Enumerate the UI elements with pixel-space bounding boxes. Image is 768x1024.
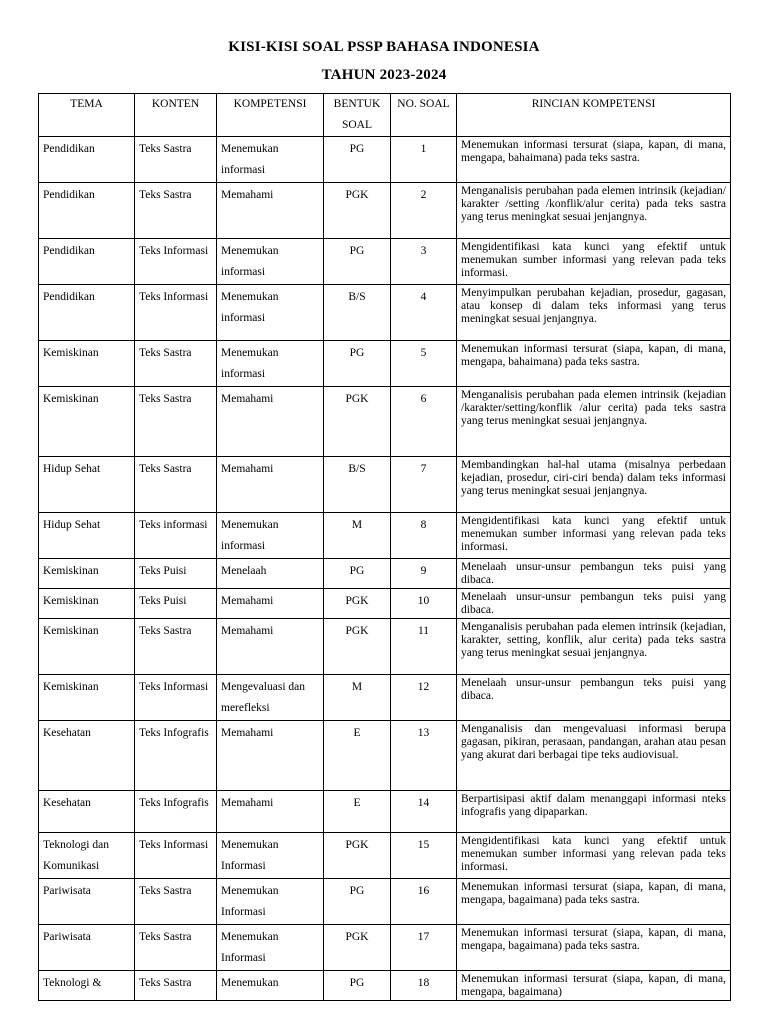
cell-konten: Teks Puisi [135,589,217,619]
cell-bentuk-soal: PGK [324,589,391,619]
cell-kompetensi: Memahami [217,457,324,513]
document-subtitle-year: TAHUN 2023-2024 [321,67,447,83]
cell-no-soal: 5 [391,341,457,387]
cell-konten: Teks Sastra [135,183,217,239]
table-row [39,513,731,559]
header-tema: TEMA [39,94,135,137]
table-row [39,925,731,971]
cell-rincian-kompetensi: Menyimpulkan perubahan kejadian, prosedur, gagasan, atau konsep di dalam teks informasi yang terus meningkat sesuai jenjangnya. [457,285,731,341]
cell-bentuk-soal: PGK [324,833,391,879]
cell-kompetensi: Memahami [217,791,324,833]
table-row [39,589,731,619]
table-body [39,137,731,1001]
cell-kompetensi: Menemukan [217,971,324,1001]
cell-bentuk-soal: E [324,721,391,791]
table-row [39,619,731,675]
table-row [39,559,731,589]
cell-bentuk-soal: PG [324,239,391,285]
cell-rincian-kompetensi: Mengidentifikasi kata kunci yang efektif untuk menemukan sumber informasi yang relevan pada teks informasi. [457,833,731,879]
cell-tema: Kesehatan [39,791,135,833]
cell-rincian-kompetensi: Menganalisis perubahan pada elemen intrinsik (kejadian/ karakter /setting /konflik/alur cerita) pada teks sastra yang terus meningkat sesuai jenjangnya. [457,183,731,239]
cell-tema: Kemiskinan [39,619,135,675]
cell-konten: Teks Informasi [135,239,217,285]
cell-bentuk-soal: E [324,791,391,833]
cell-konten: Teks Sastra [135,619,217,675]
cell-konten: Teks Sastra [135,925,217,971]
cell-no-soal: 3 [391,239,457,285]
cell-kompetensi: Menemukan informasi [217,341,324,387]
cell-tema: Pariwisata [39,925,135,971]
table-row [39,137,731,183]
cell-rincian-kompetensi: Menelaah unsur-unsur pembangun teks puisi yang dibaca. [457,559,731,589]
cell-konten: Teks informasi [135,513,217,559]
cell-konten: Teks Sastra [135,387,217,457]
cell-konten: Teks Sastra [135,137,217,183]
cell-no-soal: 6 [391,387,457,457]
cell-tema: Pendidikan [39,285,135,341]
table-row [39,387,731,457]
cell-no-soal: 14 [391,791,457,833]
document-title: KISI-KISI SOAL PSSP BAHASA INDONESIA [228,39,540,55]
kisi-kisi-table [38,93,731,1001]
cell-konten: Teks Informasi [135,285,217,341]
cell-kompetensi: Menemukan Informasi [217,833,324,879]
cell-rincian-kompetensi: Menelaah unsur-unsur pembangun teks puisi yang dibaca. [457,675,731,721]
cell-rincian-kompetensi: Membandingkan hal-hal utama (misalnya perbedaan kejadian, prosedur, ciri-ciri benda) dalam teks informasi yang terus meningkat sesuai jenjangnya. [457,457,731,513]
cell-tema: Kemiskinan [39,341,135,387]
cell-rincian-kompetensi: Menemukan informasi tersurat (siapa, kapan, di mana, mengapa, bagaimana) pada teks sastra. [457,925,731,971]
cell-konten: Teks Infografis [135,721,217,791]
cell-no-soal: 16 [391,879,457,925]
cell-bentuk-soal: M [324,675,391,721]
cell-kompetensi: Menemukan informasi [217,239,324,285]
table-row [39,457,731,513]
cell-rincian-kompetensi: Menemukan informasi tersurat (siapa, kapan, di mana, mengapa, bagaimana) [457,971,731,1001]
cell-kompetensi: Memahami [217,183,324,239]
cell-rincian-kompetensi: Menelaah unsur-unsur pembangun teks puisi yang dibaca. [457,589,731,619]
header-konten: KONTEN [135,94,217,137]
cell-no-soal: 15 [391,833,457,879]
cell-kompetensi: Menemukan Informasi [217,879,324,925]
cell-tema: Teknologi & [39,971,135,1001]
cell-rincian-kompetensi: Menemukan informasi tersurat (siapa, kapan, di mana, mengapa, bagaimana) pada teks sastra. [457,879,731,925]
table-row [39,879,731,925]
table-row [39,833,731,879]
table-row [39,721,731,791]
header-kompetensi: KOMPETENSI [217,94,324,137]
cell-bentuk-soal: M [324,513,391,559]
table-header-row [39,94,731,137]
cell-kompetensi: Menemukan informasi [217,137,324,183]
cell-tema: Kesehatan [39,721,135,791]
cell-no-soal: 12 [391,675,457,721]
table-row [39,285,731,341]
cell-bentuk-soal: PGK [324,619,391,675]
cell-konten: Teks Sastra [135,971,217,1001]
cell-bentuk-soal: PG [324,137,391,183]
cell-bentuk-soal: PGK [324,387,391,457]
cell-no-soal: 4 [391,285,457,341]
cell-konten: Teks Informasi [135,675,217,721]
cell-bentuk-soal: PG [324,971,391,1001]
cell-no-soal: 13 [391,721,457,791]
cell-rincian-kompetensi: Mengidentifikasi kata kunci yang efektif untuk menemukan sumber informasi yang relevan pada teks informasi. [457,239,731,285]
cell-kompetensi: Menelaah [217,559,324,589]
cell-tema: Kemiskinan [39,675,135,721]
cell-konten: Teks Puisi [135,559,217,589]
cell-rincian-kompetensi: Berpartisipasi aktif dalam menanggapi informasi nteks infografis yang dipaparkan. [457,791,731,833]
cell-rincian-kompetensi: Menganalisis dan mengevaluasi informasi berupa gagasan, pikiran, perasaan, pandangan, arahan atau pesan yang akurat dari berbagai tipe teks audiovisual. [457,721,731,791]
cell-konten: Teks Sastra [135,879,217,925]
cell-kompetensi: Memahami [217,619,324,675]
cell-tema: Pendidikan [39,137,135,183]
cell-tema: Pendidikan [39,239,135,285]
cell-tema: Pendidikan [39,183,135,239]
cell-kompetensi: Menemukan Informasi [217,925,324,971]
cell-bentuk-soal: PGK [324,183,391,239]
cell-bentuk-soal: PGK [324,925,391,971]
cell-no-soal: 7 [391,457,457,513]
table-row [39,341,731,387]
cell-no-soal: 10 [391,589,457,619]
cell-rincian-kompetensi: Mengidentifikasi kata kunci yang efektif untuk menemukan sumber informasi yang relevan pada teks informasi. [457,513,731,559]
cell-no-soal: 17 [391,925,457,971]
cell-kompetensi: Memahami [217,387,324,457]
cell-konten: Teks Informasi [135,833,217,879]
cell-rincian-kompetensi: Menemukan informasi tersurat (siapa, kapan, di mana, mengapa, bahaimana) pada teks sastra. [457,341,731,387]
cell-tema: Hidup Sehat [39,513,135,559]
cell-no-soal: 18 [391,971,457,1001]
table-row [39,239,731,285]
cell-tema: Kemiskinan [39,559,135,589]
header-rincian-kompetensi: RINCIAN KOMPETENSI [457,94,731,137]
header-bentuk-soal: BENTUK SOAL [324,94,391,137]
table-row [39,675,731,721]
cell-bentuk-soal: PG [324,341,391,387]
cell-konten: Teks Infografis [135,791,217,833]
header-no-soal: NO. SOAL [391,94,457,137]
cell-no-soal: 8 [391,513,457,559]
table-row [39,971,731,1001]
cell-kompetensi: Memahami [217,721,324,791]
cell-bentuk-soal: B/S [324,457,391,513]
table-row [39,791,731,833]
cell-rincian-kompetensi: Menganalisis perubahan pada elemen intrinsik (kejadian /karakter/setting/konflik /alur cerita) pada teks sastra yang terus meningkat sesuai jenjangnya. [457,387,731,457]
cell-bentuk-soal: B/S [324,285,391,341]
cell-bentuk-soal: PG [324,879,391,925]
cell-no-soal: 1 [391,137,457,183]
cell-rincian-kompetensi: Menemukan informasi tersurat (siapa, kapan, di mana, mengapa, bahaimana) pada teks sastra. [457,137,731,183]
cell-rincian-kompetensi: Menganalisis perubahan pada elemen intrinsik (kejadian, karakter, setting, konflik, alur cerita) pada teks sastra yang terus meningkat sesuai jenjangnya. [457,619,731,675]
cell-konten: Teks Sastra [135,457,217,513]
cell-tema: Hidup Sehat [39,457,135,513]
cell-no-soal: 9 [391,559,457,589]
cell-no-soal: 2 [391,183,457,239]
cell-kompetensi: Menemukan informasi [217,513,324,559]
cell-kompetensi: Mengevaluasi dan merefleksi [217,675,324,721]
cell-kompetensi: Menemukan informasi [217,285,324,341]
table-row [39,183,731,239]
cell-konten: Teks Sastra [135,341,217,387]
cell-tema: Pariwisata [39,879,135,925]
cell-tema: Teknologi dan Komunikasi [39,833,135,879]
cell-tema: Kemiskinan [39,589,135,619]
cell-bentuk-soal: PG [324,559,391,589]
cell-kompetensi: Memahami [217,589,324,619]
cell-no-soal: 11 [391,619,457,675]
cell-tema: Kemiskinan [39,387,135,457]
